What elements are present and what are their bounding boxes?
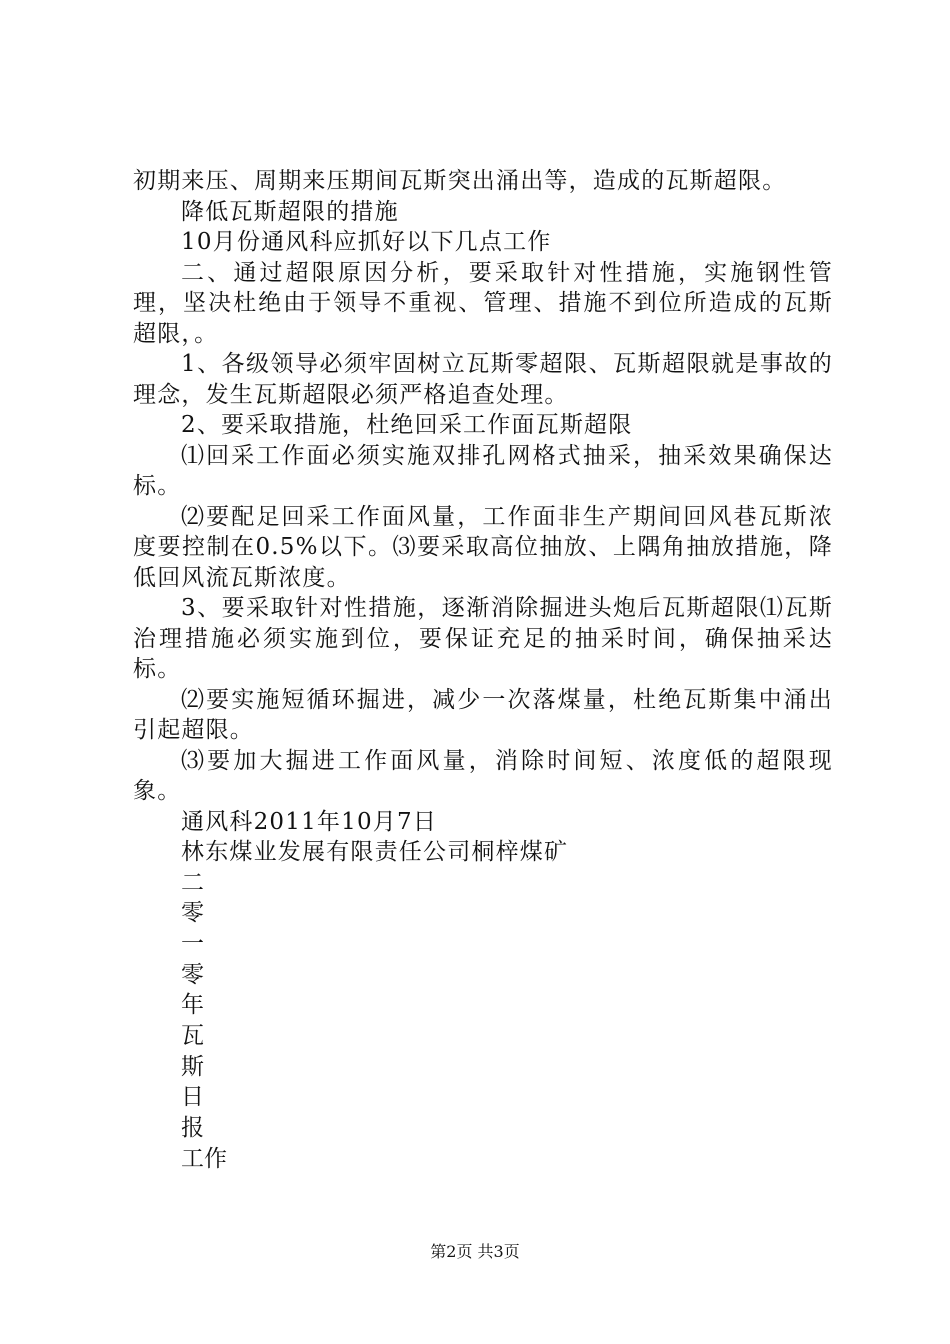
company-name: 林东煤业发展有限责任公司桐梓煤矿 xyxy=(181,839,569,865)
paragraph-8: ⑵要配足回采工作面风量，工作面非生产期间回风巷瓦斯浓度要控制在0.5%以下。⑶要采取高位抽放、上隅角抽放措施，降低回风流瓦斯浓度。 xyxy=(133,503,833,591)
paragraph-7: ⑴回采工作面必须实施双排孔网格式抽采，抽采效果确保达标。 xyxy=(133,442,833,499)
vertical-char: 年 xyxy=(181,992,204,1019)
vertical-char: 二 xyxy=(181,869,204,896)
vertical-char: 一 xyxy=(181,930,204,957)
paragraph-2: 降低瓦斯超限的措施 xyxy=(181,198,399,225)
page-footer: 第2页 共3页 xyxy=(430,1242,520,1261)
paragraph-10: ⑵要实施短循环掘进，减少一次落煤量，杜绝瓦斯集中涌出引起超限。 xyxy=(133,686,833,743)
vertical-char: 斯 xyxy=(181,1053,204,1080)
paragraph-6: 2、要采取措施，杜绝回采工作面瓦斯超限 xyxy=(181,412,633,438)
vertical-char: 日 xyxy=(181,1084,204,1111)
paragraph-1: 初期来压、周期来压期间瓦斯突出涌出等，造成的瓦斯超限。 xyxy=(133,168,787,194)
vertical-char: 瓦 xyxy=(181,1023,204,1050)
signature-date: 通风科2011年10月7日 xyxy=(181,808,438,835)
document-body xyxy=(133,166,833,1175)
paragraph-4: 二、通过超限原因分析，要采取针对性措施，实施钢性管理，坚决杜绝由于领导不重视、管理、措施不到位所造成的瓦斯超限，。 xyxy=(133,259,833,347)
paragraph-5: 1、各级领导必须牢固树立瓦斯零超限、瓦斯超限就是事故的理念，发生瓦斯超限必须严格追查处理。 xyxy=(133,351,833,408)
paragraph-9: 3、要采取针对性措施，逐渐消除掘进头炮后瓦斯超限⑴瓦斯治理措施必须实施到位，要保证充足的抽采时间，确保抽采达标。 xyxy=(133,595,833,682)
paragraph-3: 10月份通风科应抓好以下几点工作 xyxy=(181,229,552,255)
vertical-title xyxy=(133,868,833,1175)
vertical-char: 报 xyxy=(181,1115,204,1142)
vertical-char: 工作 xyxy=(181,1145,227,1172)
vertical-char: 零 xyxy=(181,900,204,927)
paragraph-11: ⑶要加大掘进工作面风量，消除时间短、浓度低的超限现象。 xyxy=(133,747,833,804)
vertical-char: 零 xyxy=(181,961,204,988)
